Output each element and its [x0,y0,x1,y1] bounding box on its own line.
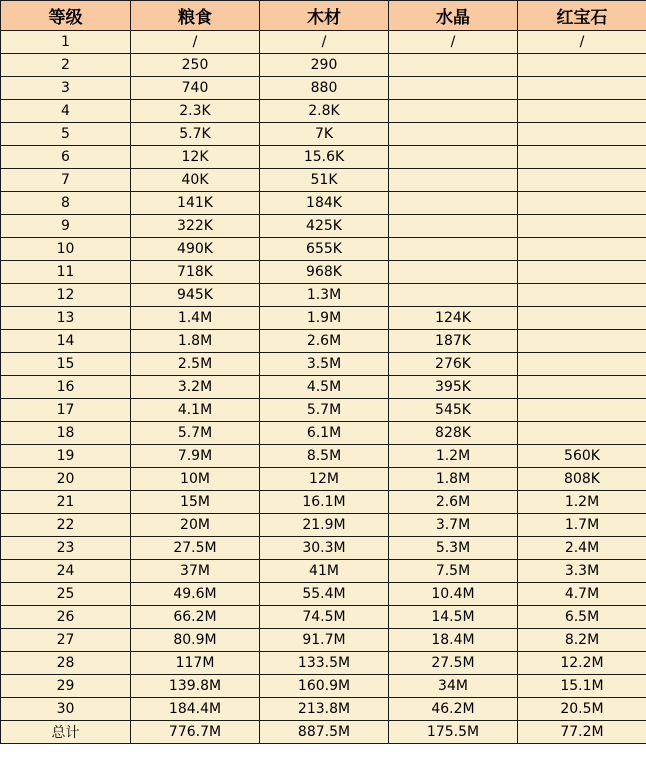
crystal-cell: 828K [389,422,518,445]
crystal-cell: 14.5M [389,606,518,629]
table-row [1,54,646,77]
crystal-cell: 1.8M [389,468,518,491]
wood-cell: 7K [260,123,389,146]
crystal-cell [389,215,518,238]
level-cell: 12 [1,284,131,307]
wood-cell: 30.3M [260,537,389,560]
level-cell: 20 [1,468,131,491]
ruby-cell: 560K [518,445,646,468]
crystal-cell: 34M [389,675,518,698]
table-row [1,583,646,606]
table-row [1,537,646,560]
food-cell: 5.7K [131,123,260,146]
food-cell: 5.7M [131,422,260,445]
total-label: 总计 [1,721,131,744]
level-cell: 5 [1,123,131,146]
header-food: 粮食 [131,1,260,31]
table-row [1,31,646,54]
header-ruby: 红宝石 [518,1,646,31]
ruby-cell: 15.1M [518,675,646,698]
header-crystal: 水晶 [389,1,518,31]
ruby-cell [518,100,646,123]
ruby-cell: 4.7M [518,583,646,606]
wood-cell: 2.6M [260,330,389,353]
food-cell: 322K [131,215,260,238]
crystal-cell: / [389,31,518,54]
level-cell: 4 [1,100,131,123]
level-cell: 23 [1,537,131,560]
level-cell: 29 [1,675,131,698]
crystal-cell: 545K [389,399,518,422]
header-level: 等级 [1,1,131,31]
wood-cell: 1.3M [260,284,389,307]
food-cell: / [131,31,260,54]
table-row [1,77,646,100]
header-row [1,1,646,31]
wood-cell: 160.9M [260,675,389,698]
food-cell: 945K [131,284,260,307]
wood-cell: 1.9M [260,307,389,330]
crystal-cell [389,284,518,307]
food-cell: 12K [131,146,260,169]
level-cell: 2 [1,54,131,77]
total-food: 776.7M [131,721,260,744]
total-ruby: 77.2M [518,721,646,744]
level-cell: 13 [1,307,131,330]
level-cell: 30 [1,698,131,721]
food-cell: 37M [131,560,260,583]
food-cell: 4.1M [131,399,260,422]
ruby-cell: 20.5M [518,698,646,721]
crystal-cell: 27.5M [389,652,518,675]
wood-cell: 2.8K [260,100,389,123]
food-cell: 15M [131,491,260,514]
crystal-cell: 2.6M [389,491,518,514]
table-row [1,376,646,399]
level-cell: 10 [1,238,131,261]
wood-cell: 41M [260,560,389,583]
table-row [1,146,646,169]
level-cell: 18 [1,422,131,445]
wood-cell: 655K [260,238,389,261]
level-cell: 21 [1,491,131,514]
table-row [1,445,646,468]
food-cell: 10M [131,468,260,491]
wood-cell: 184K [260,192,389,215]
level-cell: 24 [1,560,131,583]
level-cell: 19 [1,445,131,468]
food-cell: 20M [131,514,260,537]
ruby-cell [518,330,646,353]
wood-cell: 3.5M [260,353,389,376]
food-cell: 139.8M [131,675,260,698]
header-wood: 木材 [260,1,389,31]
table-row [1,698,646,721]
food-cell: 740 [131,77,260,100]
table-footer [1,721,646,744]
table-row [1,560,646,583]
food-cell: 3.2M [131,376,260,399]
ruby-cell: 6.5M [518,606,646,629]
food-cell: 490K [131,238,260,261]
level-cell: 3 [1,77,131,100]
level-cell: 7 [1,169,131,192]
crystal-cell [389,54,518,77]
wood-cell: 213.8M [260,698,389,721]
wood-cell: 16.1M [260,491,389,514]
wood-cell: 425K [260,215,389,238]
table-row [1,169,646,192]
ruby-cell: 3.3M [518,560,646,583]
table-row [1,307,646,330]
food-cell: 27.5M [131,537,260,560]
ruby-cell [518,215,646,238]
table-row [1,491,646,514]
table-row [1,192,646,215]
table-row [1,330,646,353]
ruby-cell: 1.2M [518,491,646,514]
ruby-cell [518,307,646,330]
food-cell: 718K [131,261,260,284]
table-row [1,399,646,422]
table-row [1,238,646,261]
ruby-cell: 808K [518,468,646,491]
ruby-cell: / [518,31,646,54]
ruby-cell: 2.4M [518,537,646,560]
food-cell: 184.4M [131,698,260,721]
crystal-cell [389,146,518,169]
wood-cell: 91.7M [260,629,389,652]
crystal-cell: 395K [389,376,518,399]
table-body [1,31,646,721]
food-cell: 117M [131,652,260,675]
level-cell: 28 [1,652,131,675]
wood-cell: 880 [260,77,389,100]
food-cell: 250 [131,54,260,77]
ruby-cell [518,399,646,422]
ruby-cell [518,422,646,445]
crystal-cell: 124K [389,307,518,330]
table-row [1,123,646,146]
table-row [1,284,646,307]
ruby-cell [518,376,646,399]
ruby-cell [518,192,646,215]
crystal-cell: 276K [389,353,518,376]
ruby-cell: 1.7M [518,514,646,537]
level-cell: 15 [1,353,131,376]
level-cell: 25 [1,583,131,606]
crystal-cell: 7.5M [389,560,518,583]
crystal-cell: 1.2M [389,445,518,468]
crystal-cell: 5.3M [389,537,518,560]
table-row [1,675,646,698]
table-row [1,606,646,629]
food-cell: 66.2M [131,606,260,629]
crystal-cell [389,261,518,284]
food-cell: 2.5M [131,353,260,376]
food-cell: 2.3K [131,100,260,123]
level-cell: 27 [1,629,131,652]
crystal-cell: 46.2M [389,698,518,721]
food-cell: 80.9M [131,629,260,652]
table-row [1,468,646,491]
wood-cell: 15.6K [260,146,389,169]
food-cell: 1.4M [131,307,260,330]
level-cell: 11 [1,261,131,284]
table-row [1,100,646,123]
ruby-cell: 8.2M [518,629,646,652]
level-cell: 22 [1,514,131,537]
crystal-cell [389,77,518,100]
table-row [1,514,646,537]
food-cell: 1.8M [131,330,260,353]
ruby-cell [518,261,646,284]
ruby-cell: 12.2M [518,652,646,675]
wood-cell: 74.5M [260,606,389,629]
wood-cell: 12M [260,468,389,491]
crystal-cell: 18.4M [389,629,518,652]
level-cell: 26 [1,606,131,629]
total-wood: 887.5M [260,721,389,744]
crystal-cell: 3.7M [389,514,518,537]
level-cell: 9 [1,215,131,238]
table-row [1,261,646,284]
crystal-cell: 10.4M [389,583,518,606]
ruby-cell [518,123,646,146]
wood-cell: 21.9M [260,514,389,537]
food-cell: 40K [131,169,260,192]
wood-cell: 8.5M [260,445,389,468]
level-cell: 6 [1,146,131,169]
crystal-cell [389,123,518,146]
level-cell: 1 [1,31,131,54]
table-row [1,652,646,675]
wood-cell: 290 [260,54,389,77]
wood-cell: 6.1M [260,422,389,445]
wood-cell: 5.7M [260,399,389,422]
wood-cell: 4.5M [260,376,389,399]
food-cell: 7.9M [131,445,260,468]
table-row [1,629,646,652]
table-row [1,215,646,238]
food-cell: 49.6M [131,583,260,606]
crystal-cell [389,169,518,192]
total-crystal: 175.5M [389,721,518,744]
table-row [1,353,646,376]
ruby-cell [518,238,646,261]
ruby-cell [518,353,646,376]
wood-cell: 133.5M [260,652,389,675]
level-cell: 17 [1,399,131,422]
level-cell: 16 [1,376,131,399]
table-row [1,422,646,445]
crystal-cell: 187K [389,330,518,353]
ruby-cell [518,77,646,100]
wood-cell: / [260,31,389,54]
food-cell: 141K [131,192,260,215]
wood-cell: 55.4M [260,583,389,606]
crystal-cell [389,192,518,215]
wood-cell: 968K [260,261,389,284]
ruby-cell [518,146,646,169]
ruby-cell [518,284,646,307]
ruby-cell [518,169,646,192]
crystal-cell [389,238,518,261]
wood-cell: 51K [260,169,389,192]
crystal-cell [389,100,518,123]
ruby-cell [518,54,646,77]
total-row [1,721,646,744]
table-header [1,1,646,31]
level-cell: 8 [1,192,131,215]
level-cell: 14 [1,330,131,353]
